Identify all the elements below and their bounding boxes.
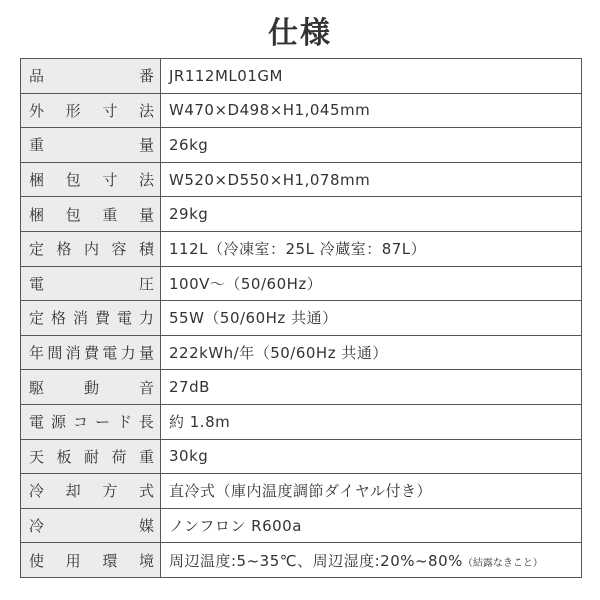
spec-value xyxy=(161,197,582,232)
page-title: 仕様 xyxy=(268,16,332,51)
spec-value xyxy=(161,543,582,578)
spec-label-text: 定 格 消 費 電 力 xyxy=(29,309,154,328)
spec-label-text: 天 板 耐 荷 重 xyxy=(29,447,154,466)
spec-value xyxy=(161,508,582,543)
spec-label-text: 冷 却 方 式 xyxy=(29,482,154,501)
spec-value xyxy=(161,474,582,509)
spec-label-text: 使 用 環 境 xyxy=(29,551,154,570)
spec-label-text: 重 量 xyxy=(29,136,154,155)
spec-label xyxy=(21,266,161,301)
spec-value-text: W470×D498×H1,045mm xyxy=(169,101,371,120)
spec-label xyxy=(21,128,161,163)
spec-value xyxy=(161,231,582,266)
spec-value xyxy=(161,93,582,128)
spec-row xyxy=(21,197,582,232)
spec-value-text: 約 1.8m xyxy=(169,413,231,432)
spec-label xyxy=(21,335,161,370)
spec-value xyxy=(161,162,582,197)
spec-value-text: JR112ML01GM xyxy=(169,66,283,85)
spec-value-text: 周辺温度:5~35℃、周辺湿度:20%~80% xyxy=(169,551,463,570)
spec-label-text: 駆 動 音 xyxy=(29,378,154,397)
spec-value xyxy=(161,59,582,94)
spec-label-text: 電 源 コ ー ド 長 xyxy=(29,413,154,432)
spec-row xyxy=(21,543,582,578)
spec-label xyxy=(21,543,161,578)
spec-value-text: 112L（冷凍室：25L 冷蔵室：87L） xyxy=(169,240,427,259)
spec-label-text: 冷 媒 xyxy=(29,517,154,536)
spec-row xyxy=(21,301,582,336)
spec-label-text: 梱 包 重 量 xyxy=(29,205,154,224)
spec-value-text: 222kWh/年（50/60Hz 共通） xyxy=(169,344,388,363)
spec-label-text: 外 形 寸 法 xyxy=(29,101,154,120)
spec-value-text: 27dB xyxy=(169,378,210,397)
spec-label xyxy=(21,474,161,509)
spec-value-text: 100V〜（50/60Hz） xyxy=(169,274,323,293)
spec-label xyxy=(21,93,161,128)
spec-row xyxy=(21,59,582,94)
spec-value-text: W520×D550×H1,078mm xyxy=(169,170,371,189)
spec-label xyxy=(21,370,161,405)
spec-label-text: 電 圧 xyxy=(29,274,154,293)
spec-value-text: 直冷式（庫内温度調節ダイヤル付き） xyxy=(169,482,433,501)
spec-value xyxy=(161,370,582,405)
spec-row xyxy=(21,439,582,474)
spec-row xyxy=(21,370,582,405)
spec-row xyxy=(21,93,582,128)
spec-label-text: 品 番 xyxy=(29,67,154,86)
spec-value-text: 30kg xyxy=(169,447,209,466)
spec-row xyxy=(21,162,582,197)
spec-label xyxy=(21,162,161,197)
spec-label-text: 年 間 消 費 電 力 量 xyxy=(29,344,154,363)
spec-label-text: 梱 包 寸 法 xyxy=(29,171,154,190)
spec-row xyxy=(21,474,582,509)
spec-value xyxy=(161,335,582,370)
spec-label xyxy=(21,59,161,94)
spec-label xyxy=(21,439,161,474)
spec-table xyxy=(20,58,582,578)
spec-label xyxy=(21,197,161,232)
spec-value xyxy=(161,301,582,336)
spec-value-text: 55W（50/60Hz 共通） xyxy=(169,309,338,328)
spec-value-text: 26kg xyxy=(169,135,209,154)
spec-row xyxy=(21,128,582,163)
spec-row xyxy=(21,231,582,266)
spec-row xyxy=(21,404,582,439)
spec-value-text: ノンフロン R600a xyxy=(169,517,302,536)
spec-value xyxy=(161,439,582,474)
spec-value xyxy=(161,266,582,301)
spec-label xyxy=(21,508,161,543)
spec-label xyxy=(21,404,161,439)
spec-label xyxy=(21,301,161,336)
spec-row xyxy=(21,335,582,370)
spec-value-text: 29kg xyxy=(169,205,209,224)
spec-label xyxy=(21,231,161,266)
spec-value-note: （結露なきこと） xyxy=(462,557,543,569)
spec-label-text: 定 格 内 容 積 xyxy=(29,240,154,259)
spec-row xyxy=(21,266,582,301)
spec-value xyxy=(161,404,582,439)
spec-row xyxy=(21,508,582,543)
spec-value xyxy=(161,128,582,163)
